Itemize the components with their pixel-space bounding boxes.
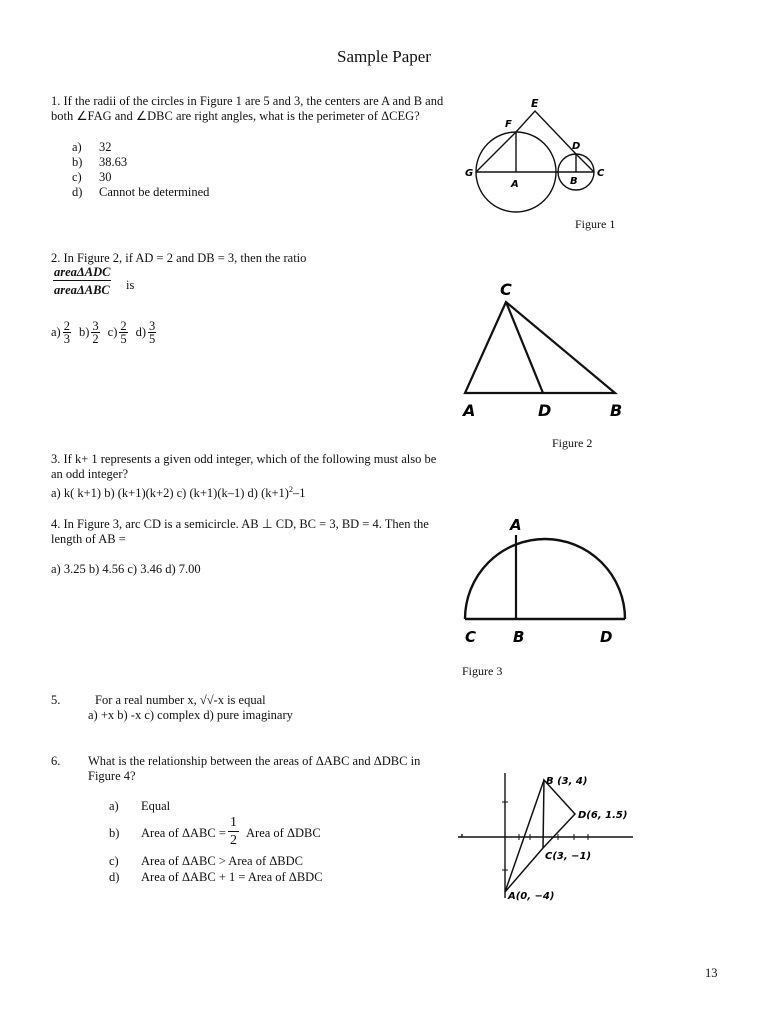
fig1-label-c: C [597,168,605,179]
q2-option-d-label: d) [135,325,147,339]
fig2-label-b: B [610,401,623,420]
q2-ratio-numerator: areaΔADC [54,265,111,279]
q1-option-a: a) [72,140,82,154]
q6-text-line2: Figure 4? [88,769,136,783]
fig3-label-a: A [510,516,522,534]
q2-option-a-num: 2 [63,319,70,333]
q6-option-b-pre: Area of ΔABC = [141,826,226,840]
q4-text-line1: 4. In Figure 3, arc CD is a semicircle. AB ⊥ CD, BC = 3, BD = 4. Then the [51,517,429,531]
figure-2 [455,275,635,425]
q4-text-line2: length of AB = [51,532,126,546]
q1-option-b-text: 38.63 [99,155,128,169]
q1-option-c-text: 30 [99,170,112,184]
q2-option-d-num: 3 [149,319,156,333]
fig3-label-c: C [465,628,477,646]
fig1-label-d: D [572,141,581,152]
fig4-label-a: A(0, −4) [508,891,555,902]
q6-option-c-label: c) [109,854,119,868]
q1-text-line1: 1. If the radii of the circles in Figure 1 are 5 and 3, the centers are A and B and [51,94,444,108]
q1-text-line2: both ∠FAG and ∠DBC are right angles, what is the perimeter of ΔCEG? [51,109,420,123]
q1-option-a-text: 32 [99,140,112,154]
q3-options: a) k( k+1) b) (k+1)(k+2) c) (k+1)(k–1) d) $(k+1)^2-1$ [51,485,306,501]
q2-option-c-num: 2 [120,319,127,333]
figure-1-caption: Figure 1 [575,217,616,231]
fig2-label-c: C [500,280,512,299]
q6-option-b-num: 1 [230,815,237,830]
fig1-label-g: G [465,168,474,179]
fig2-label-d: D [538,401,552,420]
fig3-label-b: B [513,628,525,646]
q2-option-b-den: 2 [92,332,99,346]
q1-option-d-text: Cannot be determined [99,185,210,199]
q6-option-b-den: 2 [230,833,237,848]
q6-option-d-text: Area of ΔABC + 1 = Area of ΔBDC [141,870,323,884]
q6-option-a-label: a) [109,799,119,813]
q3-text-line2: an odd integer? [51,467,129,481]
fig2-label-a: A [463,401,476,420]
q5-text: For a real number x, √√-x is equal [95,693,266,707]
page-number: 13 [705,966,718,980]
fig4-label-c: C(3, −1) [545,851,592,862]
figure-1 [460,92,610,222]
q2-option-b-num: 3 [92,319,99,333]
fig1-label-f: F [505,119,512,130]
q2-option-c-label: c) [107,325,118,339]
figure-3-caption: Figure 3 [462,664,503,678]
q6-option-d-label: d) [109,870,120,884]
q6-option-b-post: Area of ΔDBC [246,826,321,840]
q6-option-c-text: Area of ΔABC > Area of ΔBDC [141,854,303,868]
fig1-label-e: E [531,97,539,110]
page-title: Sample Paper [337,47,431,66]
figure-2-caption: Figure 2 [552,436,593,450]
figure-4 [458,768,638,908]
q1-option-d: d) [72,185,83,199]
q6-text-line1: What is the relationship between the areas of ΔABC and ΔDBC in [88,754,421,768]
q1-option-b: b) [72,155,83,169]
q2-ratio-denominator: areaΔABC [54,283,110,297]
q2-option-a-den: 3 [63,332,70,346]
fig1-label-b: B [570,176,578,187]
fig4-label-b: B (3, 4) [546,776,588,787]
q6-option-a-text: Equal [141,799,171,813]
q2-option-d-den: 5 [149,332,156,346]
q2-options [51,320,158,345]
q6-number: 6. [51,754,61,768]
q2-text: 2. In Figure 2, if AD = 2 and DB = 3, then the ratio [51,251,307,265]
fig4-label-d: D(6, 1.5) [578,810,628,821]
q6-option-b-fraction [228,814,239,849]
q1-option-c: c) [72,170,82,184]
q3-text-line1: 3. If k+ 1 represents a given odd integer, which of the following must also be [51,452,437,466]
fig3-label-d: D [600,628,613,646]
q2-is: is [126,278,135,292]
fig1-label-a: A [511,179,519,190]
q4-options: a) 3.25 b) 4.56 c) 3.46 d) 7.00 [51,562,201,576]
q2-ratio [51,266,113,296]
q5-options: a) +x b) -x c) complex d) pure imaginary [88,708,293,722]
q2-option-a-label: a) [51,325,61,339]
q5-number: 5. [51,693,61,707]
q2-option-b-label: b) [78,325,90,339]
q6-option-b-label: b) [109,826,120,840]
q2-option-c-den: 5 [120,332,127,346]
figure-3 [455,512,635,652]
